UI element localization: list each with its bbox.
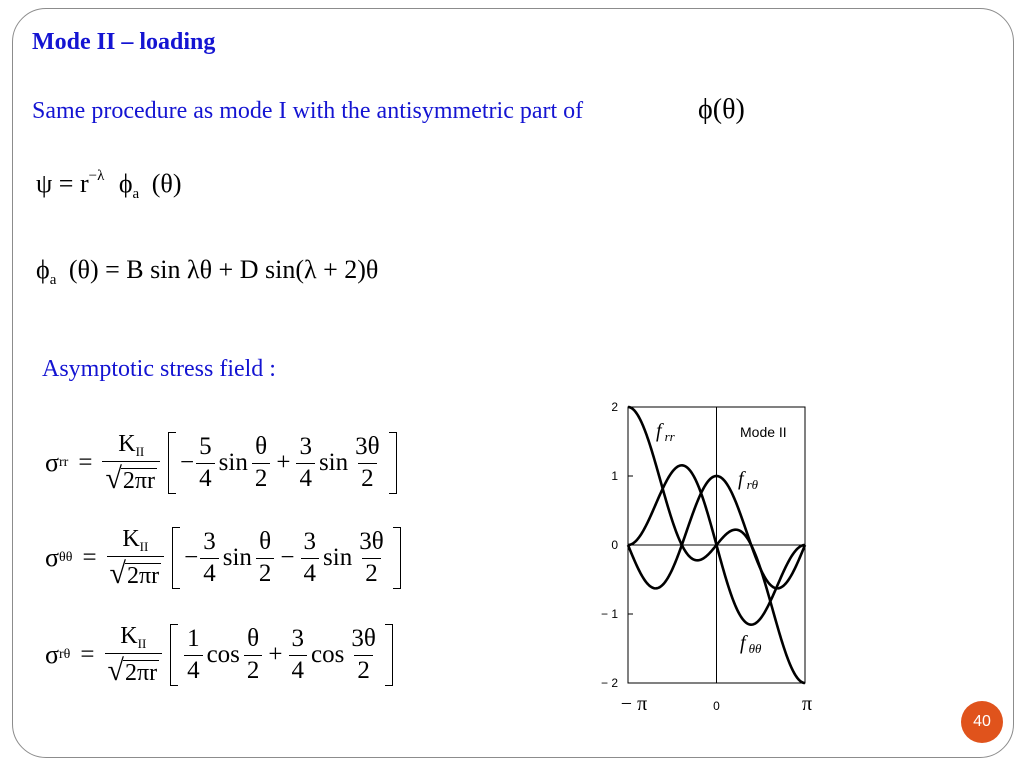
series-label-f_rr: f $_{rr}$	[656, 420, 675, 444]
equation-phi-a	[36, 255, 378, 289]
sqrt-sign: √	[109, 556, 127, 590]
slide-title: Mode II – loading	[32, 29, 216, 55]
sigma-symbol: σ	[45, 448, 60, 477]
eq1-lhs: ψ = r	[36, 169, 89, 198]
arg1-num: θ	[247, 625, 260, 653]
arg2-den: 2	[354, 655, 373, 684]
coefficient-2	[301, 529, 320, 587]
coef1-num: 1	[187, 625, 200, 653]
k-subscript: II	[139, 539, 149, 555]
intro-text: Same procedure as mode I with the antisymmetric part of	[32, 98, 584, 124]
stress-angular-functions-chart	[590, 395, 820, 715]
left-bracket	[168, 432, 176, 494]
arg1-num: θ	[255, 433, 268, 461]
arg2-num: 3θ	[355, 433, 380, 461]
sqrt-body: 2πr	[127, 562, 160, 589]
sqrt-body: 2πr	[122, 467, 156, 494]
k-subscript: II	[137, 636, 147, 652]
right-bracket	[393, 527, 401, 589]
eq2-rhs: (θ) = B sin λθ + D sin(λ + 2)θ	[68, 255, 379, 284]
operator: −	[280, 544, 295, 571]
intro-math: ϕ(θ)	[698, 94, 745, 125]
coef2-num: 3	[291, 625, 305, 653]
stress-row	[45, 527, 401, 589]
series-label-f_θθ: f $_{\theta\theta}$	[740, 632, 762, 656]
argument-2	[352, 434, 382, 492]
coef1-num: 3	[203, 528, 216, 556]
bracket-group	[168, 432, 397, 494]
coefficient-1	[200, 529, 219, 587]
operator: +	[276, 449, 291, 476]
stress-row	[45, 624, 393, 686]
equals-sign: =	[82, 544, 97, 571]
y-tick-label: 0	[611, 538, 618, 552]
section-label: Asymptotic stress field :	[42, 356, 276, 382]
stress-intensity-fraction	[105, 624, 163, 686]
equals-sign: =	[80, 641, 95, 668]
sqrt-sign: √	[107, 653, 124, 687]
k-symbol: K	[120, 623, 138, 650]
stress-intensity-fraction	[107, 527, 165, 589]
eq1-phi: ϕ	[118, 169, 133, 198]
function-1: sin	[218, 449, 248, 476]
chart-annotation: Mode II	[740, 424, 787, 440]
equals-sign: =	[78, 449, 93, 476]
sigma-symbol: σ	[45, 640, 60, 669]
function-1: sin	[222, 544, 252, 571]
eq2-phi: ϕ	[36, 255, 50, 284]
arg1-den: 2	[252, 463, 271, 492]
sqrt-body: 2πr	[124, 659, 158, 686]
left-bracket	[170, 624, 178, 686]
sqrt	[109, 556, 162, 590]
eq1-exponent: −λ	[88, 168, 105, 184]
coefficient-1	[184, 626, 203, 684]
argument-1	[256, 529, 275, 587]
arg2-num: 3θ	[359, 528, 384, 556]
stress-row	[45, 432, 397, 494]
coef1-den: 4	[196, 463, 215, 492]
arg2-den: 2	[362, 558, 381, 587]
coef2-den: 4	[301, 558, 320, 587]
coef2-num: 3	[303, 528, 317, 556]
argument-2	[348, 626, 378, 684]
argument-1	[244, 626, 263, 684]
k-symbol: K	[118, 431, 136, 458]
y-tick-label: 2	[611, 400, 618, 414]
operator: +	[268, 641, 283, 668]
bracket-group	[172, 527, 401, 589]
coef1-den: 4	[184, 655, 203, 684]
prefix-sign: −	[184, 544, 199, 571]
coefficient-2	[289, 626, 308, 684]
coef1-den: 4	[200, 558, 219, 587]
x-tick-label: 0	[713, 699, 720, 713]
prefix-sign: −	[180, 449, 195, 476]
argument-1	[252, 434, 271, 492]
arg2-num: 3θ	[351, 625, 376, 653]
sigma-subscript: rθ	[59, 647, 71, 662]
coef1-num: 5	[199, 433, 212, 461]
sqrt	[107, 653, 160, 687]
bracket-group	[170, 624, 393, 686]
page-number-badge: 40	[961, 701, 1003, 743]
eq1-sub: a	[132, 186, 140, 202]
function-1: cos	[206, 641, 240, 668]
k-symbol: K	[122, 526, 140, 553]
y-tick-label: 1	[611, 469, 618, 483]
function-2: sin	[318, 449, 349, 476]
eq2-sub: a	[49, 272, 57, 288]
coefficient-1	[196, 434, 215, 492]
right-bracket	[389, 432, 397, 494]
sigma-subscript: rr	[59, 455, 69, 470]
equation-psi	[36, 168, 181, 203]
sqrt-sign: √	[105, 461, 122, 495]
y-tick-label: − 1	[600, 607, 618, 621]
left-bracket	[172, 527, 180, 589]
stress-intensity-fraction	[102, 432, 160, 494]
arg2-den: 2	[358, 463, 377, 492]
sigma-symbol: σ	[45, 543, 60, 572]
coef2-den: 4	[289, 655, 308, 684]
arg1-den: 2	[256, 558, 275, 587]
series-label-f_rθ: f $_{r\theta}$	[738, 468, 759, 492]
sigma-subscript: θθ	[59, 550, 73, 565]
function-2: cos	[311, 641, 345, 668]
argument-2	[356, 529, 386, 587]
y-tick-label: − 2	[600, 676, 618, 690]
sqrt	[105, 461, 157, 495]
arg1-den: 2	[244, 655, 263, 684]
arg1-num: θ	[259, 528, 272, 556]
right-bracket	[385, 624, 393, 686]
coef2-num: 3	[299, 433, 312, 461]
x-tick-label: π	[801, 693, 813, 715]
function-2: sin	[323, 544, 353, 571]
x-tick-label: − π	[620, 693, 648, 715]
eq1-arg: (θ)	[151, 169, 182, 198]
coef2-den: 4	[296, 463, 315, 492]
k-subscript: II	[135, 444, 145, 460]
coefficient-2	[296, 434, 315, 492]
